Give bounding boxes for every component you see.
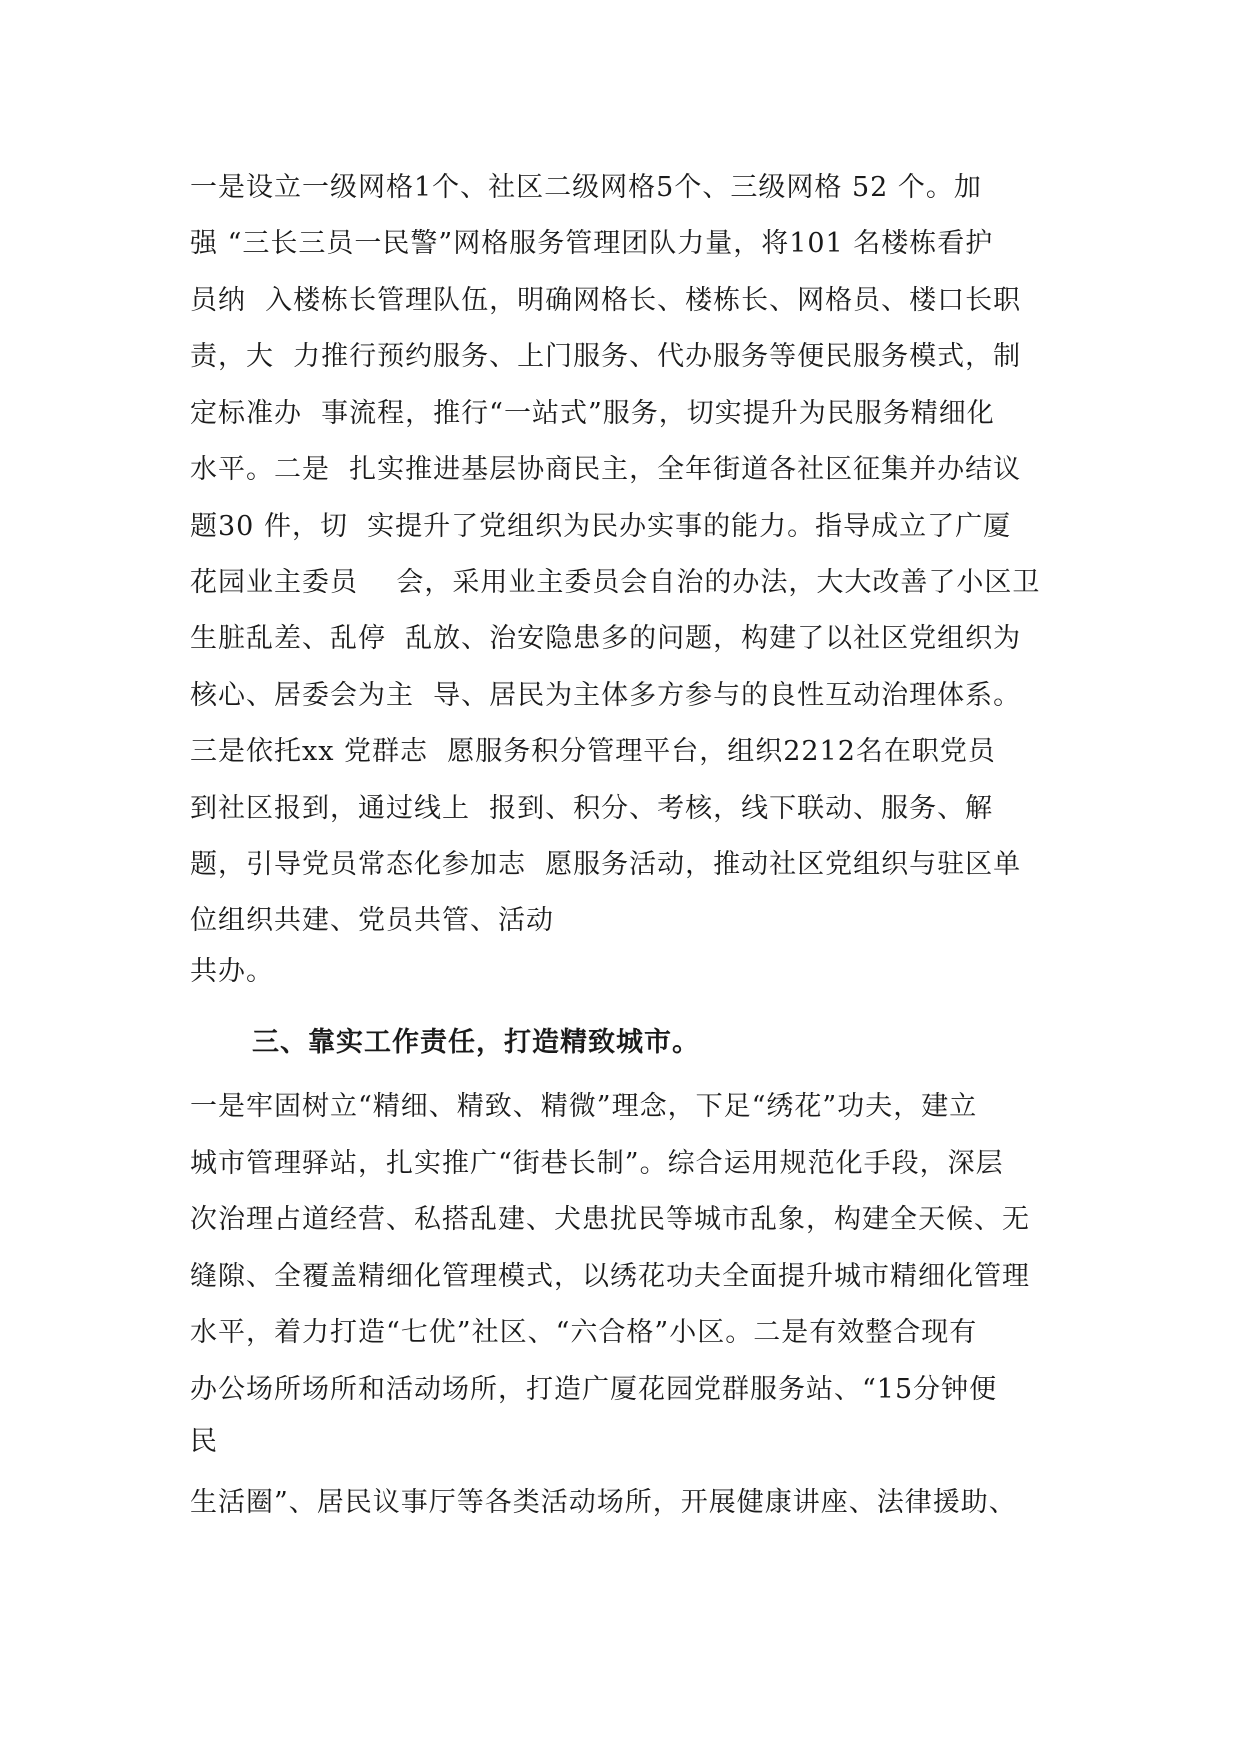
body-line: 到社区报到，通过线上 报到、积分、考核，线下联动、服务、解: [190, 793, 994, 824]
body-line: 次治理占道经营、私搭乱建、犬患扰民等城市乱象，构建全天候、无: [190, 1204, 1030, 1235]
body-line: 一是牢固树立“精细、精致、精微”理念，下足“绣花”功夫，建立: [190, 1091, 978, 1122]
body-line: 城市管理驿站，扎实推广“街巷长制”。综合运用规范化手段，深层: [190, 1148, 1004, 1179]
body-line: 生脏乱差、乱停 乱放、治安隐患多的问题，构建了以社区党组织为: [190, 623, 1022, 654]
body-line: 三是依托xx 党群志 愿服务积分管理平台，组织2212名在职党员: [190, 736, 996, 767]
body-line: 民: [190, 1426, 218, 1457]
body-line: 花园业主委员 会，采用业主委员会自治的办法，大大改善了小区卫: [190, 567, 1041, 598]
body-line: 位组织共建、党员共管、活动: [190, 905, 554, 936]
body-line: 生活圈”、居民议事厅等各类活动场所，开展健康讲座、法律援助、: [190, 1487, 1017, 1518]
body-line: 缝隙、全覆盖精细化管理模式，以绣花功夫全面提升城市精细化管理: [190, 1261, 1030, 1292]
body-line: 办公场所场所和活动场所，打造广厦花园党群服务站、“15分钟便: [190, 1374, 998, 1405]
body-line: 核心、居委会为主 导、居民为主体多方参与的良性互动治理体系。: [190, 680, 1022, 711]
body-line: 强 “三长三员一民警”网格服务管理团队力量，将101 名楼栋看护: [190, 228, 994, 259]
body-line: 题，引导党员常态化参加志 愿服务活动，推动社区党组织与驻区单: [190, 849, 1022, 880]
body-line: 水平，着力打造“七优”社区、“六合格”小区。二是有效整合现有: [190, 1317, 978, 1348]
section-heading: 三、靠实工作责任，打造精致城市。: [252, 1027, 700, 1058]
body-line: 水平。二是 扎实推进基层协商民主，全年街道各社区征集并办结议: [190, 454, 1022, 485]
body-line: 一是设立一级网格1个、社区二级网格5个、三级网格 52 个。加: [190, 172, 982, 203]
body-line: 题30 件，切 实提升了党组织为民办实事的能力。指导成立了广厦: [190, 511, 1012, 542]
body-line: 员纳 入楼栋长管理队伍，明确网格长、楼栋长、网格员、楼口长职: [190, 285, 1022, 316]
body-line: 定标准办 事流程，推行“一站式”服务，切实提升为民服务精细化: [190, 398, 995, 429]
body-line: 共办。: [190, 956, 274, 987]
body-line: 责，大 力推行预约服务、上门服务、代办服务等便民服务模式，制: [190, 341, 1022, 372]
